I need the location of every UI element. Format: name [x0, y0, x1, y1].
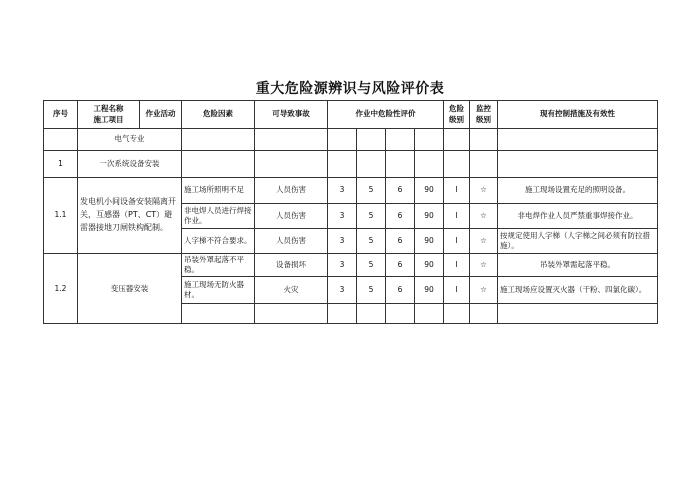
- measure-cell: 非电焊作业人员严禁重事焊接作业。: [498, 204, 658, 229]
- l-cell: 3: [328, 277, 357, 304]
- c-cell: 6: [386, 254, 415, 277]
- d-cell: 90: [415, 204, 444, 229]
- c-cell: 6: [386, 277, 415, 304]
- row1-seq: 1: [44, 151, 78, 178]
- accident-cell: 人员伤害: [255, 178, 328, 204]
- hazard-cell: 非电焊人员进行焊接作业。: [182, 204, 255, 229]
- row1-project: 一次系统设备安装: [78, 151, 182, 178]
- level-cell: Ⅰ: [444, 254, 470, 277]
- level-cell: Ⅰ: [444, 178, 470, 204]
- header-activity: 作业活动: [140, 101, 182, 129]
- accident-cell: 设备损坏: [255, 254, 328, 277]
- measure-cell: 吊装外罩需起落平稳。: [498, 254, 658, 277]
- header-hazard: 危险因素: [182, 101, 255, 129]
- d-cell: 90: [415, 229, 444, 254]
- group12-project: 变压器安装: [78, 254, 182, 324]
- measure-cell: 施工现场设置充足的照明设备。: [498, 178, 658, 204]
- e-cell: 5: [357, 178, 386, 204]
- control-star-icon: ☆: [470, 254, 498, 277]
- accident-cell: 火灾: [255, 277, 328, 304]
- header-row: [44, 101, 658, 129]
- risk-table: [43, 100, 658, 324]
- table-row: [44, 178, 658, 204]
- table-row: [44, 254, 658, 277]
- l-cell: 3: [328, 229, 357, 254]
- header-measure: 现有控制措施及有效性: [498, 101, 658, 129]
- measure-cell: 按规定使用人字梯（人字梯之间必须有防拉措施）。: [498, 229, 658, 254]
- d-cell: 90: [415, 277, 444, 304]
- c-cell: 6: [386, 229, 415, 254]
- l-cell: 3: [328, 254, 357, 277]
- e-cell: 5: [357, 229, 386, 254]
- hazard-cell: 施工场所照明不足: [182, 178, 255, 204]
- control-star-icon: ☆: [470, 229, 498, 254]
- level-cell: Ⅰ: [444, 229, 470, 254]
- l-cell: 3: [328, 178, 357, 204]
- page-title: 重大危险源辨识与风险评价表: [255, 81, 445, 97]
- section-label: 电气专业: [78, 129, 182, 151]
- header-control: 监控 级别: [470, 101, 498, 129]
- table-row: [44, 151, 658, 178]
- accident-cell: 人员伤害: [255, 204, 328, 229]
- c-cell: 6: [386, 178, 415, 204]
- e-cell: 5: [357, 204, 386, 229]
- accident-cell: 人员伤害: [255, 229, 328, 254]
- measure-cell: 施工现场应设置灭火器（干粉、四氯化碳）。: [498, 277, 658, 304]
- c-cell: 6: [386, 204, 415, 229]
- hazard-cell: 施工现场无防火器材。: [182, 277, 255, 304]
- control-star-icon: ☆: [470, 277, 498, 304]
- section-row: [44, 129, 658, 151]
- control-star-icon: ☆: [470, 178, 498, 204]
- group11-project: 发电机小间设备安装隔离开关，互感器（PT、CT）避雷器接地刀闸铁构配制。: [78, 178, 182, 254]
- header-eval: 作业中危险性评价: [328, 101, 444, 129]
- header-level: 危险 级别: [444, 101, 470, 129]
- header-accident: 可导致事故: [255, 101, 328, 129]
- control-star-icon: ☆: [470, 204, 498, 229]
- group12-seq: 1.2: [44, 254, 78, 324]
- hazard-cell: 吊装外罩起落不平稳。: [182, 254, 255, 277]
- header-project: 工程名称 施工项目: [78, 101, 140, 129]
- level-cell: Ⅰ: [444, 277, 470, 304]
- group11-seq: 1.1: [44, 178, 78, 254]
- e-cell: 5: [357, 254, 386, 277]
- level-cell: Ⅰ: [444, 204, 470, 229]
- l-cell: 3: [328, 204, 357, 229]
- d-cell: 90: [415, 178, 444, 204]
- hazard-cell: 人字梯不符合要求。: [182, 229, 255, 254]
- header-seq: 序号: [44, 101, 78, 129]
- d-cell: 90: [415, 254, 444, 277]
- e-cell: 5: [357, 277, 386, 304]
